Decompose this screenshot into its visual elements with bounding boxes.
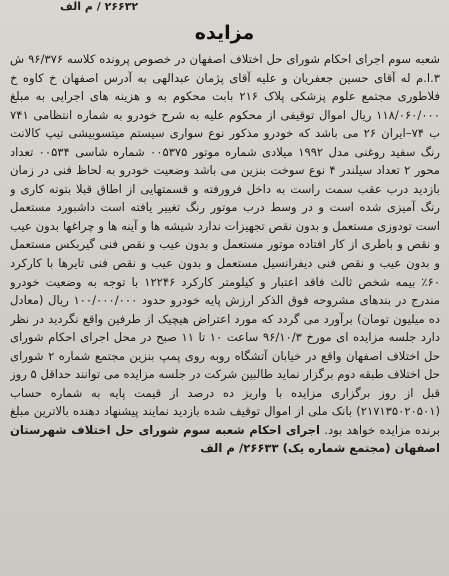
notice-body: [10, 50, 440, 570]
notice-signature: اجرای احکام شعبه سوم شورای حل اختلاف شهرستان اصفهان (مجتمع شماره یک) ۲۶۶۳۳/ م الف: [10, 422, 440, 456]
notice-title: مزایده: [194, 22, 255, 44]
reference-number: ۲۶۶۳۲ / م الف: [60, 0, 139, 13]
notice-text: شعبه سوم اجرای احکام شورای حل اختلاف اصفهان در خصوص پرونده کلاسه ۹۶/۳۷۶ ش ۳.ا.م له آقای حسین جعفریان و علیه آقای پژمان عبدالهی به آدرس اصفهان خ کاوه خ فلاطوری مجتمع علوم پزشکی پلاک ۲۱۶ بابت محکوم به و هزینه های اجرایی به مبلغ ۱۱۸/۰۶۰/۰۰۰ ریال اموال توقیفی از محکوم علیه به شرح خودرو به شماره انتظامی ۷۴۱ ب ۷۴–ایران ۲۶ می باشد که خودرو مذکور نوع سواری سیستم میتسوبیشی تیپ کالانت رنگ سفید روغنی مدل ۱۹۹۲ میلادی شماره موتور ۰۰۵۳۷۵ شماره شاسی ۰۰۵۳۴ تعداد محور ۲ تعداد سیلندر ۴ نوع سوخت بنزین می باشد وضعیت خودرو به لحاظ فنی در زمان بازدید درب عقب سمت راست به داخل فرورفته و قسمتهایی از اطاق قبلا بتونه کاری و رنگ آمیزی شده است و در وسط درب موتور رنگ تغییر یافته است داشبورد مستعمل است تودوزی مستعمل و بدون نقص تجهیزات ندارد شیشه ها و آینه ها و چراغها بدون عیب و نقص و باطری از کار افتاده موتور مستعمل و بدون عیب و نقص فنی گیربکس مستعمل و بدون عیب و نقص فنی دیفرانسیل مستعمل و بدون عیب و نقص فنی تایرها با کارکرد ۶۰٪ بیمه شخص ثالث فاقد اعتبار و کیلومتر کارکرد ۱۲۲۴۶ با توجه به وضعیت خودرو مندرج در بندهای مشروحه فوق الذکر ارزش پایه خودرو حدود ۱۰۰/۰۰۰/۰۰۰ ریال (معادل ده میلیون تومان) برآورد می گردد که مورد اعتراض هیچیک از طرفین واقع نگردید در نظر دارد جلسه مزایده ای مورخ ۹۶/۱۰/۳ ساعت ۱۰ تا ۱۱ صبح در محل اجرای احکام شورای حل اختلاف اصفهان واقع در خیابان آتشگاه روبه روی پمپ بنزین مجتمع شماره ۲ شورای حل اختلاف طبقه دوم برگزار نماید طالبین شرکت در جلسه مزایده می توانند حداقل ۵ روز قبل از روز برگزاری مزایده با واریز ده درصد از قیمت پایه به شماره حساب (۲۱۷۱۳۵۰۲۰۵۰۱) بانک ملی از اموال توقیف شده بازدید نمایند پیشنهاد دهنده بالاترین مبلغ برنده مزایده خواهد بود.: [10, 52, 440, 437]
